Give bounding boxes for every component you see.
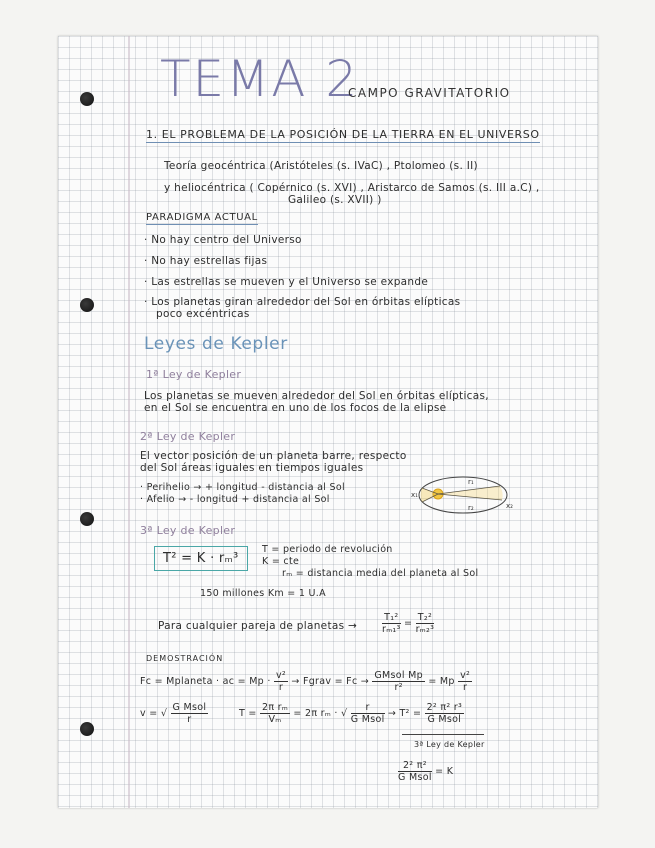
heliocentric-line: y heliocéntrica ( Copérnico (s. XVI) , Aristarco de Samos (s. III a.C) , xyxy=(164,182,540,194)
list-item: · Las estrellas se mueven y el Universo se expande xyxy=(144,276,429,288)
perihelion-line: · Perihelio → + longitud - distancia al Sol xyxy=(140,482,345,493)
frac-den: r xyxy=(187,714,192,725)
frac-num: G Msol xyxy=(172,702,207,713)
kepler-law-label: 3ª Ley de Kepler xyxy=(414,740,485,749)
frac-num: T₁² xyxy=(382,612,401,624)
geocentric-line: Teoría geocéntrica (Aristóteles (s. IVaC) , Ptolomeo (s. II) xyxy=(164,160,478,172)
aphelion-line: · Afelio → - longitud + distancia al Sol xyxy=(140,494,330,505)
frac-num: v² xyxy=(460,670,471,681)
demo-text: = Mp xyxy=(428,676,455,687)
demo-text: = 2π rₘ · √ xyxy=(293,708,348,719)
demo-line-1 xyxy=(140,670,472,693)
ua-note: 150 millones Km = 1 U.A xyxy=(200,588,326,599)
list-item: poco excéntricas xyxy=(156,308,250,320)
law1-title: 1ª Ley de Kepler xyxy=(146,368,242,381)
frac-den: G Msol xyxy=(398,772,432,783)
page-subtitle: CAMPO GRAVITATORIO xyxy=(348,86,511,100)
demo-text: = K xyxy=(435,766,454,777)
law2-line: El vector posición de un planeta barre, respecto xyxy=(140,450,407,462)
law2-title: 2ª Ley de Kepler xyxy=(140,430,236,443)
law1-line: Los planetas se mueven alrededor del Sol en órbitas elípticas, xyxy=(144,390,489,402)
frac-num: 2π rₘ xyxy=(261,702,289,713)
binder-hole xyxy=(80,722,94,736)
definition-k: K = cte xyxy=(262,556,300,567)
frac-num: 2² π² xyxy=(398,760,432,772)
demo-line-2 xyxy=(140,702,464,725)
demo-text: T = xyxy=(238,708,257,719)
list-item: · No hay centro del Universo xyxy=(144,234,302,246)
frac-num: T₂² xyxy=(416,612,435,624)
definition-rm: rₘ = distancia media del planeta al Sol xyxy=(282,568,479,579)
diagram-label: r₁ xyxy=(468,478,474,486)
underline-divider xyxy=(402,734,484,735)
orbit-diagram xyxy=(408,470,518,520)
pair-fraction-left: $\frac{\text{T₁²}}{\text{rₘ₁³}}$ = $\frac{\text{T₂²}}{\text{rₘ₂³}}$ xyxy=(382,612,435,635)
frac-den: r² xyxy=(394,682,403,693)
law1-line: en el Sol se encuentra en uno de los focos de la elipse xyxy=(144,402,447,414)
page-title: TEMA 2 xyxy=(160,50,360,108)
frac-den: G Msol xyxy=(350,714,385,725)
binder-hole xyxy=(80,298,94,312)
list-item: · No hay estrellas fijas xyxy=(144,255,268,267)
law3-title: 3ª Ley de Kepler xyxy=(140,524,236,537)
demo-text: → T² = xyxy=(387,708,422,719)
paradigm-heading: PARADIGMA ACTUAL xyxy=(146,212,258,223)
frac-num: r xyxy=(351,702,385,714)
k-result xyxy=(398,760,453,783)
frac-den: rₘ₂³ xyxy=(415,624,435,635)
binder-hole xyxy=(80,512,94,526)
diagram-label: x₁ xyxy=(411,491,418,499)
demo-text: → Fgrav = Fc → xyxy=(291,676,370,687)
binder-hole xyxy=(80,92,94,106)
diagram-label: r₂ xyxy=(468,504,474,512)
frac-den: rₘ₁³ xyxy=(382,624,401,635)
heliocentric-line-2: Galileo (s. XVII) ) xyxy=(288,194,382,206)
frac-num: GMsol Mp xyxy=(374,670,423,681)
demo-text: v = √ xyxy=(140,708,168,719)
frac-den: r xyxy=(462,682,468,693)
frac-den: r xyxy=(278,682,284,693)
demo-heading: DEMOSTRACIÓN xyxy=(146,654,224,663)
frac-num: 2² π² r³ xyxy=(426,702,463,713)
definition-t: T = periodo de revolución xyxy=(262,544,393,555)
list-item: · Los planetas giran alrededor del Sol en órbitas elípticas xyxy=(144,296,461,308)
frac-den: Vₘ xyxy=(268,714,282,725)
frac-den: G Msol xyxy=(427,714,462,725)
margin-line xyxy=(128,36,130,808)
kepler-heading: Leyes de Kepler xyxy=(144,334,288,354)
section-heading: 1. EL PROBLEMA DE LA POSICIÓN DE LA TIERRA EN EL UNIVERSO xyxy=(146,128,540,141)
frac-num: v² xyxy=(276,670,287,681)
demo-text: Fc = Mplaneta · ac = Mp · xyxy=(140,676,271,687)
law2-line: del Sol áreas iguales en tiempos iguales xyxy=(140,462,364,474)
diagram-label: x₂ xyxy=(506,502,513,510)
kepler3-formula: T² = K · rₘ³ xyxy=(154,546,248,571)
pair-text: Para cualquier pareja de planetas → xyxy=(158,620,358,632)
